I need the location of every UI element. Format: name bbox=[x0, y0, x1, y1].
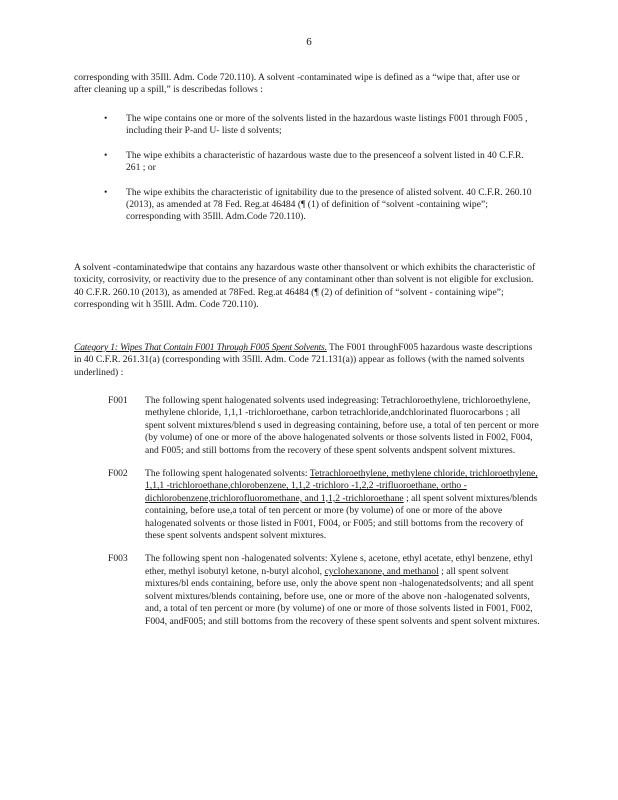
description-text: The following spent halogenated solvents: bbox=[145, 468, 310, 480]
category-title: Category 1: Wipes That Contain F001 Through F005 Spent Solvents. bbox=[74, 342, 327, 353]
bullet-marker: • bbox=[104, 113, 108, 124]
description-text: The following spent non -halogenated solvents: Xylene s, acetone, ethyl acetate, ethyl benzene, ethyl ether, methyl isobutyl ketone, n-butyl alcohol, bbox=[145, 553, 533, 577]
list-item-text: The wipe contains one or more of the solvents listed in the hazardous waste listings F001 through F005 , including their P-and U- liste d solvents; bbox=[126, 113, 528, 137]
waste-code-label: F001 bbox=[108, 395, 128, 406]
wipe-definition-list bbox=[104, 113, 534, 236]
named-solvents-text: Tetrachloroethylene, methylene chloride, trichloroethylene, 1,1,1 -trichloroethane,chlorobenzene, 1,1,2 -trichloro -1,2,2 -trifluoroethane, ortho -dichlorobenzene,trichlorofluoromethane, and 1,1,2 -trichloroethane bbox=[145, 468, 538, 504]
waste-code-entry bbox=[108, 468, 540, 542]
waste-code-entry bbox=[108, 395, 540, 457]
list-item bbox=[104, 187, 534, 224]
category-heading-paragraph bbox=[74, 342, 536, 379]
eligibility-paragraph: A solvent -contaminatedwipe that contains any hazardous waste other thansolvent or which exhibits the characteristic of toxicity, corrosivity, or reactivity due to the presence of any contaminant other than solvent is not eligible for exclusion. 40 C.F.R. 260.10 (2013), as amended at 78Fed. Reg.at 46484 (¶ (2) of definition of “solvent - containing wipe”; corresponding wit h 35Ill. Adm. Code 720.110). bbox=[74, 262, 536, 311]
list-item-text: The wipe exhibits the characteristic of ignitability due to the presence of alisted solvent. 40 C.F.R. 260.10 (2013), as amended at 78 Fed. Reg.at 46484 (¶ (1) of definition of “solvent -containing wipe”; corresponding with 35Ill. Adm.Code 720.110). bbox=[126, 186, 532, 223]
description-text: The following spent halogenated solvents used indegreasing: Tetrachloroethylene, trichloroethylene, methylene chloride, 1,1,1 -trichloroethane, carbon tetrachloride,andchlorinated fluorocarbons ; all spent solvent mixtures/blend s used in degreasing containing, before use, a total of ten percent or more (by volume) of one or more of the above halogenated solvents or those solvents listed in F002, F004, and F005; and still bottoms from the recovery of these spent solvents andspent solvent mixtures. bbox=[145, 395, 539, 456]
description-text: ; all spent solvent mixtures/blends containing, before use,a total of ten percent or more (by volume) of one or more of the above halogenated solvents or those listed in F001, F004, or F005; and still bottoms from the recovery of these spent solvents andspent solvent mixtures. bbox=[145, 492, 538, 542]
list-item-text: The wipe exhibits a characteristic of hazardous waste due to the presenceof a solvent listed in 40 C.F.R. 261 ; or bbox=[126, 149, 524, 174]
waste-code-label: F002 bbox=[108, 468, 128, 480]
waste-code-description bbox=[145, 468, 540, 542]
waste-code-label: F003 bbox=[108, 553, 128, 565]
waste-code-description bbox=[145, 395, 540, 457]
category-description: The F001 throughF005 hazardous waste descriptions in 40 C.F.R. 261.31(a) (corresponding with 35Ill. Adm. Code 721.131(a)) appear as follows (with the named solvents underlined) : bbox=[74, 342, 533, 378]
list-item bbox=[104, 113, 534, 138]
named-solvents-text: cyclohexanone, and methanol bbox=[324, 565, 439, 577]
bullet-marker: • bbox=[104, 186, 108, 198]
intro-paragraph: corresponding with 35Ill. Adm. Code 720.110). A solvent -contaminated wipe is defined as a “wipe that, after use or after cleaning up a spill,” is describedas follows : bbox=[74, 72, 520, 96]
waste-code-list bbox=[108, 395, 540, 639]
list-item bbox=[104, 150, 534, 175]
page-number: 6 bbox=[306, 36, 312, 48]
waste-code-entry bbox=[108, 553, 540, 627]
description-text: ; all spent solvent mixtures/bl ends containing, before use, only the above spent non -halogenatedsolvents; and all spent solvent mixtures/blends containing, before use, one or more of the above non -halogenated solvents, and, a total of ten percent or more (by volume) of one or more of those solvents listed in F001, F002, F004, andF005; and still bottoms from the recovery of these spent solvents and spent solvent mixtures. bbox=[145, 565, 540, 627]
bullet-marker: • bbox=[104, 149, 108, 161]
waste-code-description bbox=[145, 553, 540, 627]
